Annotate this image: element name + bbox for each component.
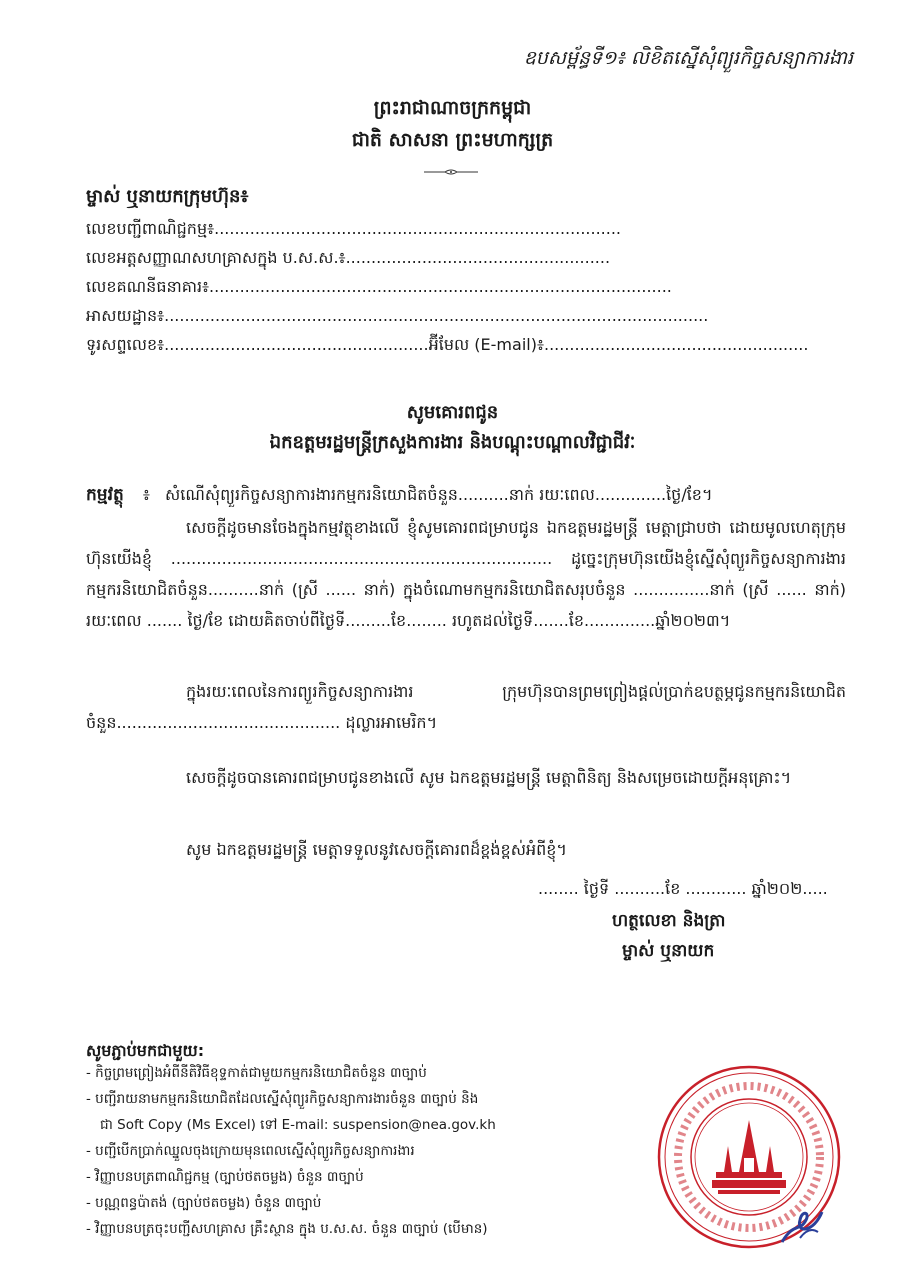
subject-line	[86, 484, 713, 509]
email-label: អ៊ីមែល (E-mail)៖	[428, 335, 544, 354]
closing-paragraph: សូម ឯកឧត្តមរដ្ឋមន្ត្រី មេត្តាទទួលនូវសេចក្តីគោរពដ៏ខ្ពង់ខ្ពស់អំពីខ្ញុំ។	[186, 840, 567, 859]
field-blank: ................................................................................	[214, 219, 621, 238]
field-label: លេខបញ្ជីពាណិជ្ជកម្ម៖	[86, 219, 215, 238]
business-registration-field[interactable]	[86, 218, 621, 242]
kingdom-heading: ព្រះរាជាណាចក្រកម្ពុជា	[373, 97, 532, 119]
signer-title: ម្ចាស់ ឬនាយក	[622, 941, 715, 961]
body-paragraph-1: សេចក្តីដូចមានចែងក្នុងកម្មវត្ថុខាងលើ ខ្ញុំសូមគោរពជម្រាបជូន ឯកឧត្តមរដ្ឋមន្ត្រី មេត្តាជ្រាបថា ដោយមូលហេតុក្រុមហ៊ុនយើងខ្ញុំ ........................................................................... ដូច្នេះក្រុមហ៊ុនយើងខ្ញុំស្នើសុំព្យួរកិច្ចសន្យាការងារកម្មករនិយោជិតចំនួន..........នាក់ (ស្រី ...... នាក់) ក្នុងចំណោមកម្មករនិយោជិតសរុបចំនួន ...............នាក់ (ស្រី ...... នាក់) រយៈពេល ....... ថ្ងៃ/ខែ ដោយគិតចាប់ពីថ្ងៃទី.........ខែ........ រហូតដល់ថ្ងៃទី.......ខែ..............ឆ្នាំ២០២៣។	[86, 518, 846, 630]
attachments-title: សូមភ្ជាប់មកជាមួយ:	[86, 1041, 205, 1060]
official-seal-stamp-icon	[654, 1062, 844, 1252]
field-label: លេខអត្តសញ្ញាណសហគ្រាសក្នុង ប.ស.ស.៖	[86, 248, 346, 267]
recipient-title: ឯកឧត្តមរដ្ឋមន្ត្រីក្រសួងការងារ និងបណ្តុះបណ្តាលវិជ្ជាជីវៈ	[269, 432, 636, 453]
date-line: ........ ថ្ងៃទី ..........ខែ ............ ឆ្នាំ២០២.....	[538, 879, 828, 898]
bank-account-field[interactable]	[86, 276, 672, 300]
field-blank: ...........................................................................................................	[164, 306, 709, 325]
field-label: លេខគណនីធនាគារ៖	[86, 277, 210, 296]
address-field[interactable]	[86, 305, 708, 329]
attachment-item: ជា Soft Copy (Ms Excel) ទៅ E-mail: suspension@nea.gov.kh	[100, 1117, 496, 1133]
subject-separator: ៖	[142, 485, 150, 504]
attachment-item: - បណ្ណពន្ធប៉ាតង់ (ច្បាប់ថតចម្លង) ចំនួន ៣ច្បាប់	[86, 1195, 322, 1211]
attachment-item: - បញ្ជីរាយនាមកម្មករនិយោជិតដែលស្នើសុំព្យួរកិច្ចសន្យាការងារចំនួន ៣ច្បាប់ និង	[86, 1091, 479, 1107]
salutation: សូមគោរពជូន	[406, 402, 499, 423]
phone-label: ទូរសព្ទលេខ៖	[86, 335, 165, 354]
nssf-id-field[interactable]	[86, 247, 610, 271]
attachment-item: - កិច្ចព្រមព្រៀងអំពីនីតិវិធីខុទ្ទកាត់ជាមួយកម្មករនិយោជិតចំនួន ៣ច្បាប់	[86, 1065, 427, 1081]
body-paragraph-3: សេចក្តីដូចបានគោរពជម្រាបជូនខាងលើ សូម ឯកឧត្តមរដ្ឋមន្ត្រី មេត្តាពិនិត្យ និងសម្រេចដោយក្តីអនុគ្រោះ។	[186, 768, 792, 787]
phone-blank: ....................................................	[164, 335, 429, 354]
subject-label: កម្មវត្ថុ	[86, 485, 124, 505]
signature-caption: ហត្ថលេខា និងត្រា	[612, 911, 726, 931]
ornament-divider-icon	[424, 168, 478, 176]
field-label: អាសយដ្ឋាន៖	[86, 306, 165, 325]
attachment-item: - បញ្ជីបើកប្រាក់ឈ្នួលចុងក្រោយមុនពេលស្នើសុំព្យួរកិច្ចសន្យាការងារ	[86, 1143, 415, 1159]
owner-section-title: ម្ចាស់ ឬនាយកក្រុមហ៊ុន៖	[86, 186, 249, 207]
field-blank: ...........................................................................................	[209, 277, 672, 296]
national-motto: ជាតិ សាសនា ព្រះមហាក្សត្រ	[351, 129, 554, 151]
body-paragraph-2: ក្នុងរយៈពេលនៃការព្យួរកិច្ចសន្យាការងារ ក្រុមហ៊ុនបានព្រមព្រៀងផ្តល់ប្រាក់ឧបត្ថម្ភជូនកម្មករនិយោជិតចំនួន............................................ ដុល្លារអាមេរិក។	[86, 682, 846, 732]
annex-title: ឧបសម្ព័ន្ធទី១៖ លិខិតស្នើសុំព្យួរកិច្ចសន្យាការងារ	[523, 47, 853, 69]
attachment-item: - វិញ្ញាបនបត្រពាណិជ្ជកម្ម (ច្បាប់ថតចម្លង) ចំនួន ៣ច្បាប់	[86, 1169, 364, 1185]
email-blank: ....................................................	[543, 335, 809, 354]
subject-text: សំណើសុំព្យួរកិច្ចសន្យាការងារកម្មករនិយោជិតចំនួន..........នាក់ រយៈពេល..............ថ្ងៃ/ខែ។	[165, 485, 713, 504]
phone-email-field[interactable]	[86, 334, 808, 358]
field-blank: ....................................................	[345, 248, 611, 267]
attachment-item: - វិញ្ញាបនបត្រចុះបញ្ជីសហគ្រាស គ្រឹះស្ថាន ក្នុង ប.ស.ស. ចំនួន ៣ច្បាប់ (បើមាន)	[86, 1221, 488, 1237]
